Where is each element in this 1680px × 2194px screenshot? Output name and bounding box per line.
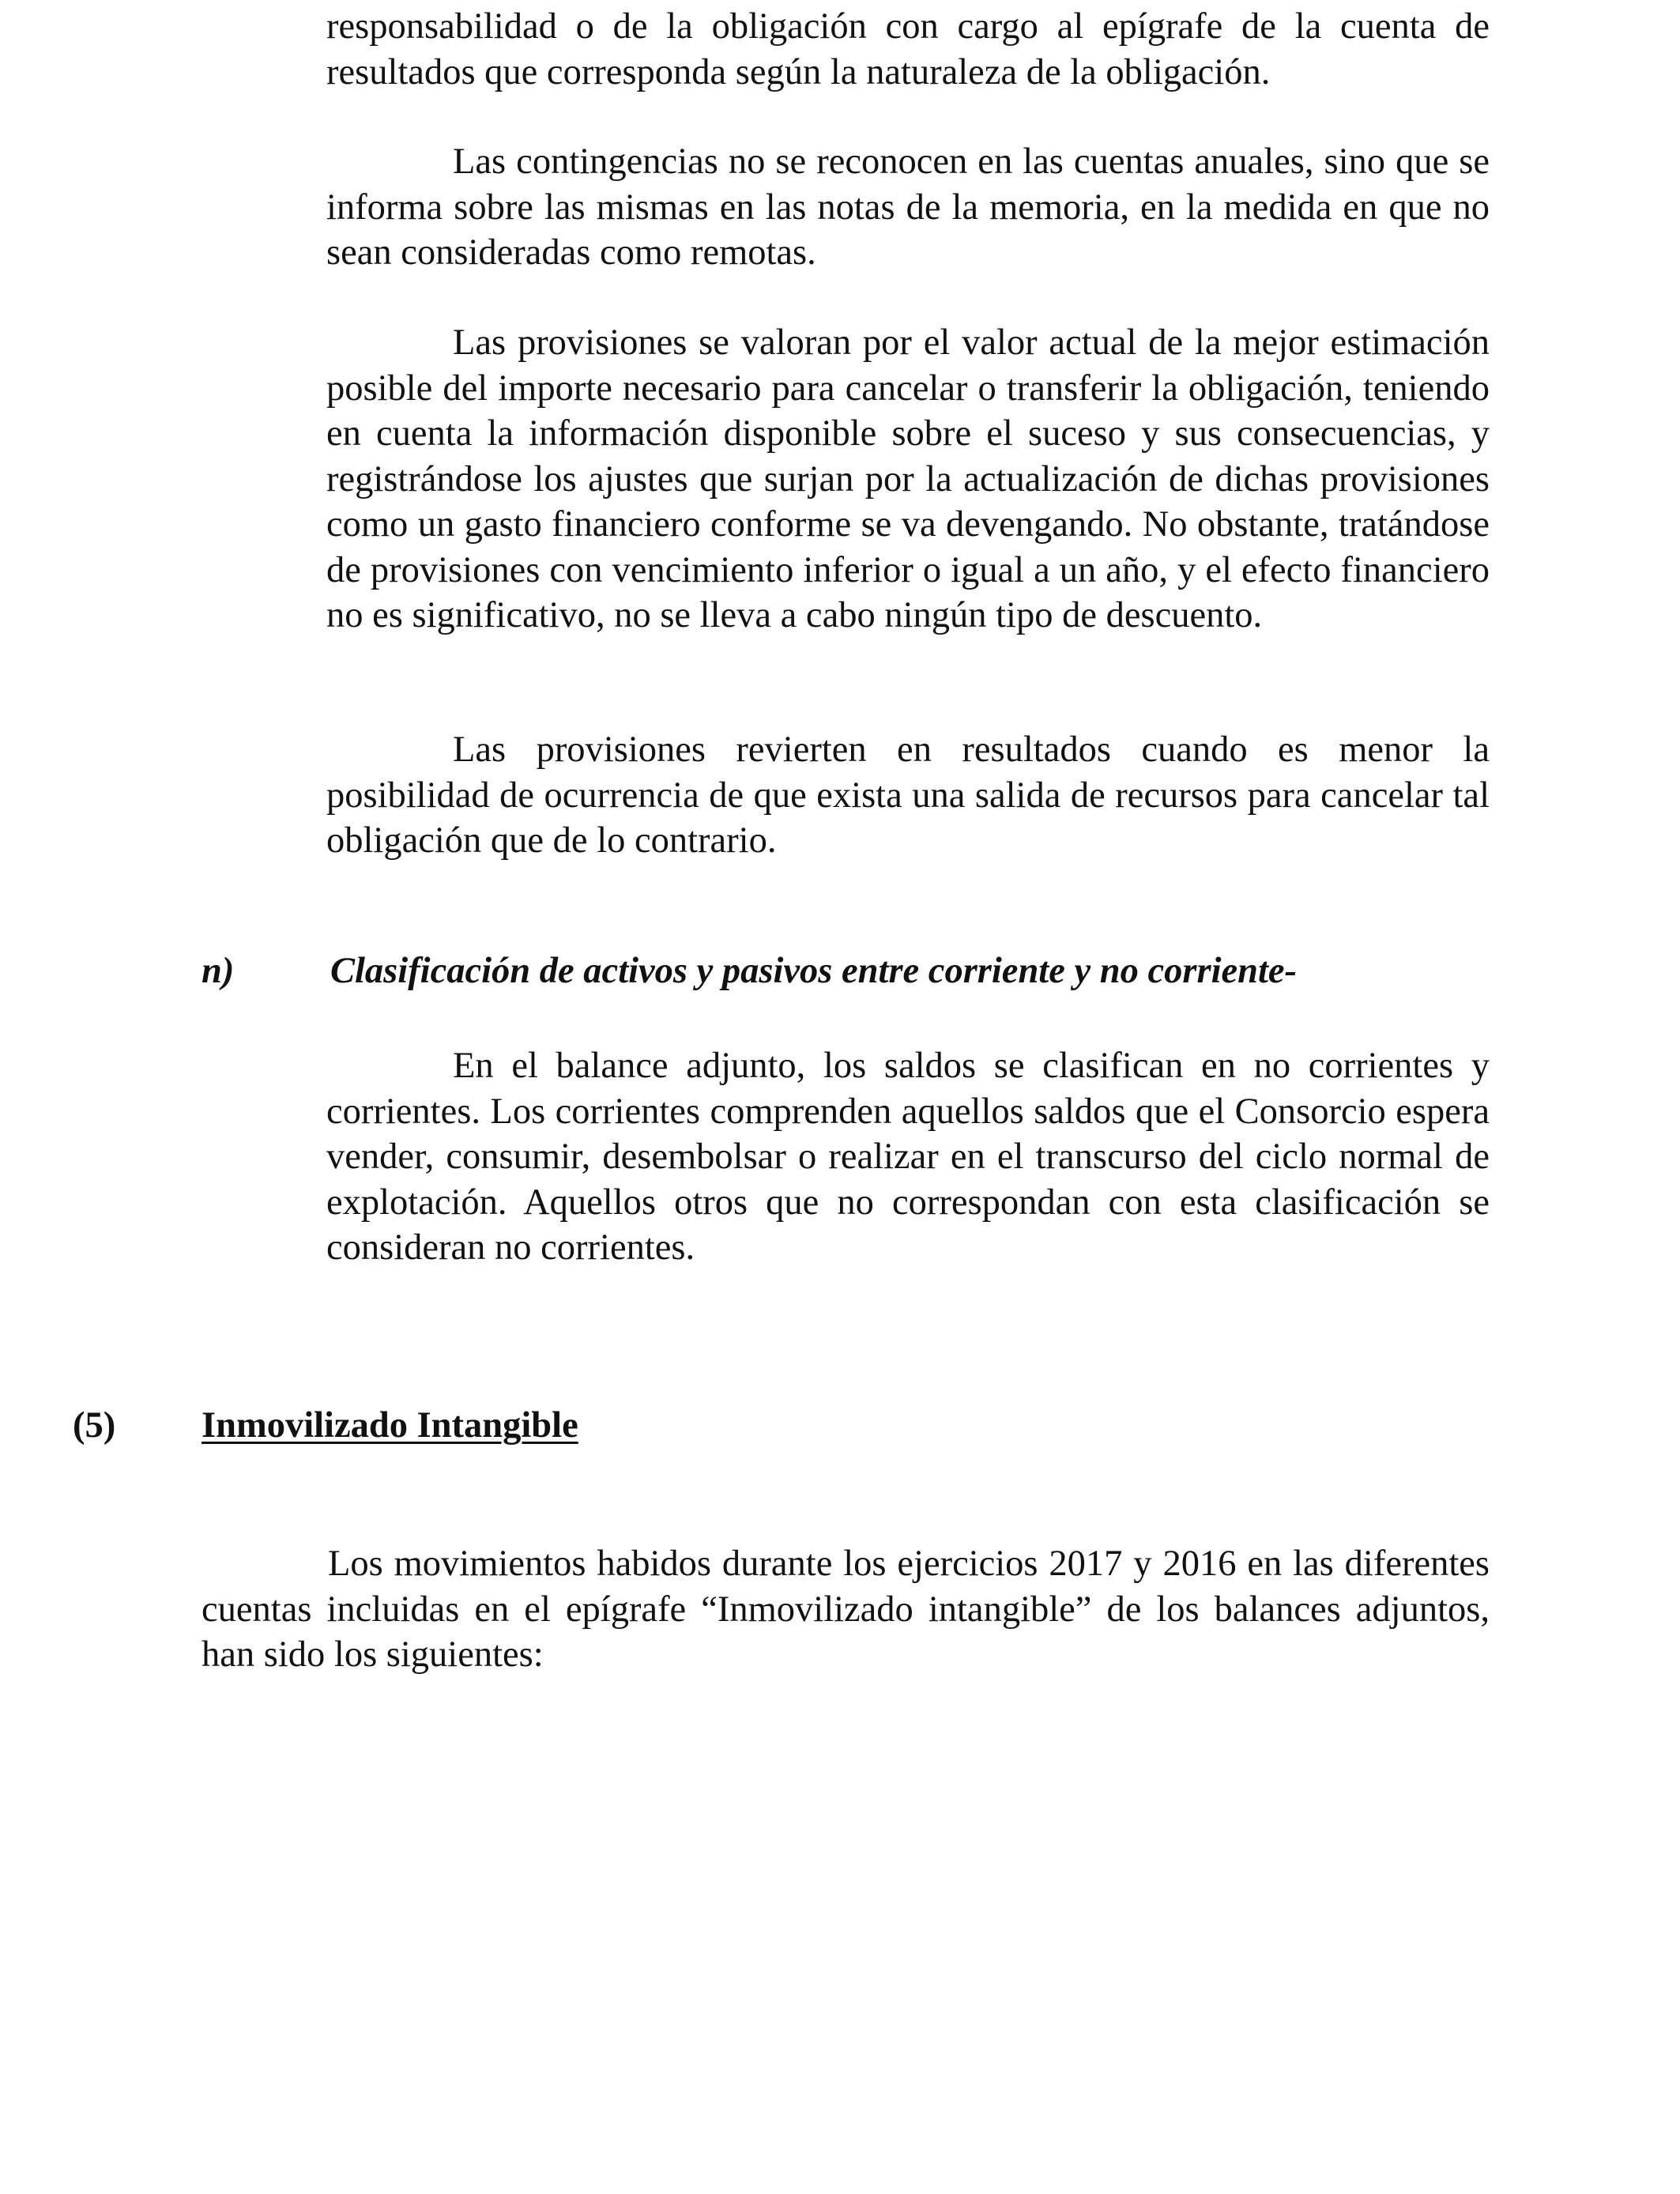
paragraph-movimientos: Los movimientos habidos durante los ejercicios 2017 y 2016 en las diferentes cuentas incluidas en el epígrafe “Inmovilizado intangible” de los balances adjuntos, han sido los siguientes: xyxy=(202,1544,1490,1675)
paragraph-balance-clasificacion: En el balance adjunto, los saldos se clasifican en no corrientes y corrientes. Los corrientes comprenden aquellos saldos que el Consorcio espera vender, consumir, desembolsar o realizar en el transcurso del ciclo normal de explotación. Aquellos otros que no correspondan con esta clasificación se consideran no corrientes. xyxy=(326,1046,1490,1268)
section-n-label: n) xyxy=(202,951,235,991)
paragraph-reversion-provisiones: Las provisiones revierten en resultados cuando es menor la posibilidad de ocurrencia de que exista una salida de recursos para cancelar tal obligación que de lo contrario. xyxy=(326,729,1490,861)
section-5-title: Inmovilizado Intangible xyxy=(202,1405,578,1446)
section-5-label: (5) xyxy=(73,1405,116,1446)
section-n-title: Clasificación de activos y pasivos entre corriente y no corriente- xyxy=(330,951,1298,991)
paragraph-valoracion-provisiones: Las provisiones se valoran por el valor actual de la mejor estimación posible del importe necesario para cancelar o transferir la obligación, teniendo en cuenta la información disponible sobre el suceso y sus consecuencias, y registrándose los ajustes que surjan por la actualización de dichas provisiones como un gasto financiero conforme se va devengando. No obstante, tratándose de provisiones con vencimiento inferior o igual a un año, y el efecto financiero no es significativo, no se lleva a cabo ningún tipo de descuento. xyxy=(326,322,1490,635)
paragraph-continuation: responsabilidad o de la obligación con cargo al epígrafe de la cuenta de resultados que corresponda según la naturaleza de la obligación. xyxy=(326,6,1490,92)
paragraph-contingencias: Las contingencias no se reconocen en las cuentas anuales, sino que se informa sobre las mismas en las notas de la memoria, en la medida en que no sean consideradas como remotas. xyxy=(326,141,1490,273)
